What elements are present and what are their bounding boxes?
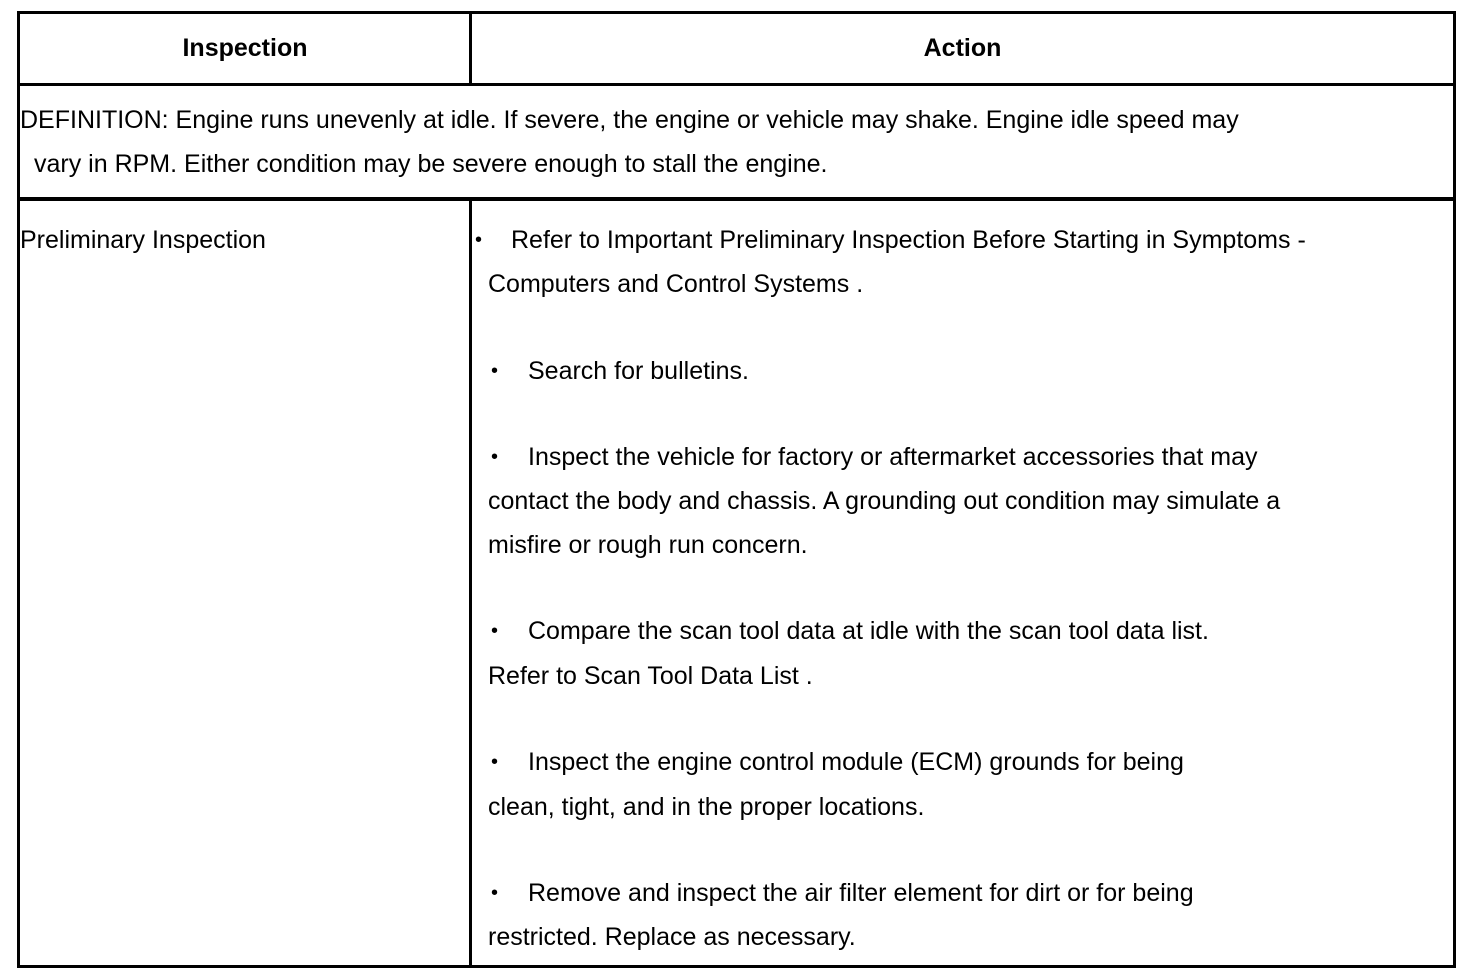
action-text: Refer to Important Preliminary Inspection Before Starting in Symptoms - bbox=[511, 226, 1306, 254]
action-text: Computers and Control Systems . bbox=[488, 270, 864, 298]
table-header-row bbox=[20, 14, 1453, 86]
definition-row bbox=[20, 86, 1453, 201]
bullet-icon: • bbox=[491, 446, 499, 468]
inspection-step-label: Preliminary Inspection bbox=[20, 226, 266, 254]
definition-text-line-1: DEFINITION: Engine runs unevenly at idle. If severe, the engine or vehicle may shake. Engine idle speed may bbox=[20, 106, 1239, 134]
action-text: misfire or rough run concern. bbox=[488, 531, 808, 559]
column-divider bbox=[469, 201, 472, 965]
action-text: Compare the scan tool data at idle with the scan tool data list. bbox=[528, 617, 1209, 645]
action-text: restricted. Replace as necessary. bbox=[488, 923, 856, 951]
action-text: Remove and inspect the air filter element for dirt or for being bbox=[528, 879, 1194, 907]
action-text: clean, tight, and in the proper locations. bbox=[488, 793, 925, 821]
definition-text-line-2: vary in RPM. Either condition may be severe enough to stall the engine. bbox=[34, 150, 828, 178]
action-text: Inspect the vehicle for factory or aftermarket accessories that may bbox=[528, 443, 1258, 471]
diagnostic-table bbox=[17, 11, 1456, 968]
header-action: Action bbox=[923, 34, 1002, 62]
action-text: Search for bulletins. bbox=[528, 357, 749, 385]
action-text: contact the body and chassis. A grounding out condition may simulate a bbox=[488, 487, 1281, 515]
bullet-icon: • bbox=[491, 882, 499, 904]
header-inspection: Inspection bbox=[182, 34, 308, 62]
action-text: Refer to Scan Tool Data List . bbox=[488, 662, 813, 690]
bullet-icon: • bbox=[491, 620, 499, 642]
column-divider bbox=[469, 14, 472, 83]
bullet-icon: • bbox=[475, 229, 483, 251]
bullet-icon: • bbox=[491, 360, 499, 382]
bullet-icon: • bbox=[491, 751, 499, 773]
action-text: Inspect the engine control module (ECM) grounds for being bbox=[528, 748, 1184, 776]
